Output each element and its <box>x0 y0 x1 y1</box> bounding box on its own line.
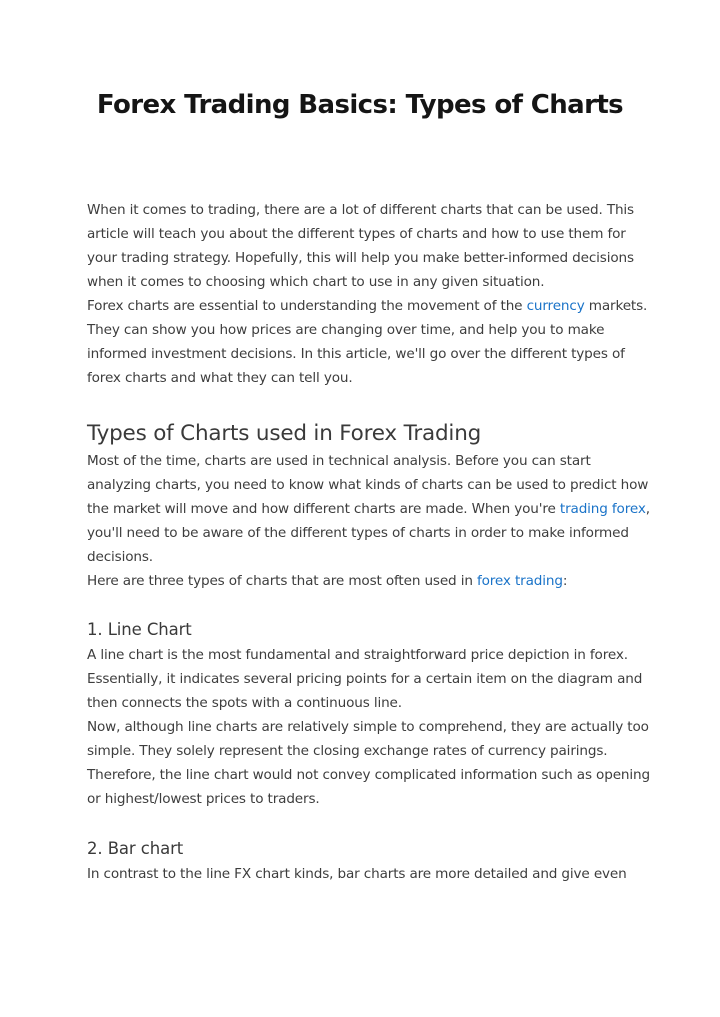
intro-paragraph-2 <box>87 294 657 390</box>
types-paragraph-1-text-a: Most of the time, charts are used in technical analysis. Before you can start analyzing charts, you need to know what kinds of charts can be used to predict how the market will move and how different charts are made. When you're <box>87 453 649 517</box>
bar-chart-paragraph-1: In contrast to the line FX chart kinds, bar charts are more detailed and give even <box>87 866 627 882</box>
line-chart-paragraph-1: A line chart is the most fundamental and straightforward price depiction in forex. Essentially, it indicates several pricing points for a certain item on the diagram and then connects the spots with a continuous line. <box>87 647 643 711</box>
currency-link[interactable]: currency <box>526 298 585 314</box>
types-paragraph-1-text-b: , you'll need to be aware of the different types of charts in order to make informed decisions. <box>87 501 650 565</box>
types-paragraph-2-text-a: Here are three types of charts that are most often used in <box>87 573 477 589</box>
page-title: Forex Trading Basics: Types of Charts <box>96 90 624 120</box>
intro-paragraph-2-text-a: Forex charts are essential to understanding the movement of the <box>87 298 527 314</box>
intro-paragraph-1: When it comes to trading, there are a lot of different charts that can be used. This article will teach you about the different types of charts and how to use them for your trading strategy. Hopefully, this will help you make better-informed decisions when it comes to choosing which chart to use in any given situation. <box>87 202 634 290</box>
forex-trading-link[interactable]: forex trading <box>476 573 563 589</box>
article-body <box>87 198 657 886</box>
types-paragraph-2-text-b: : <box>562 573 568 589</box>
section-heading-line-chart: 1. Line Chart <box>87 620 192 639</box>
types-paragraph-2 <box>87 569 657 593</box>
trading-forex-link[interactable]: trading forex <box>559 501 646 517</box>
line-chart-paragraph-2: Now, although line charts are relatively simple to comprehend, they are actually too simple. They solely represent the closing exchange rates of currency pairings. Therefore, the line chart would not convey complicated information such as opening or highest/lowest prices to traders. <box>87 719 650 807</box>
types-paragraph-1 <box>87 449 657 569</box>
intro-paragraph-2-text-b: markets. They can show you how prices are changing over time, and help you to make informed investment decisions. In this article, we'll go over the different types of forex charts and what they can tell you. <box>87 298 648 386</box>
section-heading-types: Types of Charts used in Forex Trading <box>87 421 482 446</box>
section-heading-bar-chart: 2. Bar chart <box>87 839 184 858</box>
